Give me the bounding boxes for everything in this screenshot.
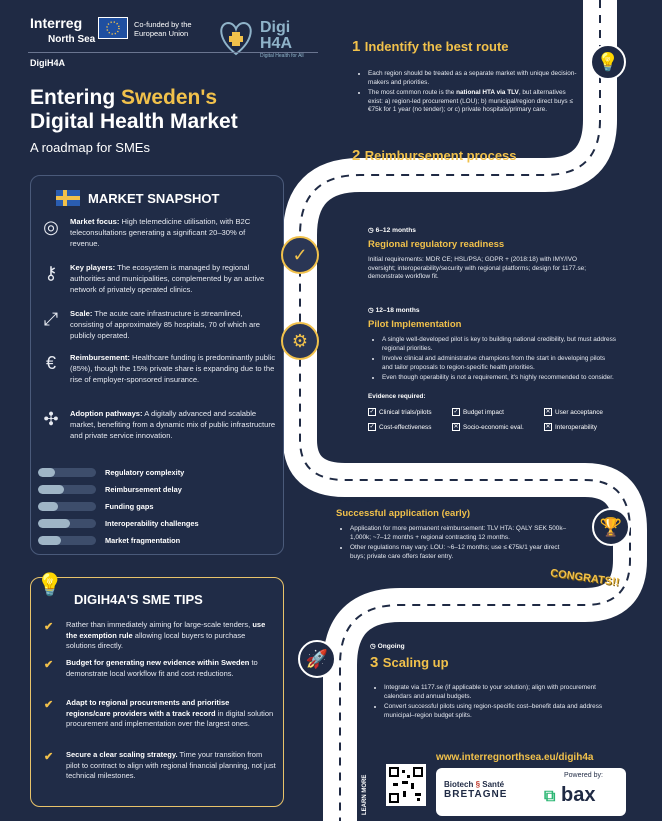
regional-readiness-heading: Regional regulatory readiness [368,239,505,250]
title-line2: Digital Health Market [30,110,238,133]
bar-label: Interoperability challenges [105,519,199,528]
evidence-item: ✕ User acceptance [545,408,603,416]
pilot-bullet: • Involve clinical and administrative champions from the start in developing pilots and tailor proposals to region-specific health priorities. [382,355,616,372]
duration-label: ◷ 12–18 months [368,307,420,314]
step1-title: Indentify the best route [364,39,509,54]
snapshot-reimbursement: Reimbursement: Healthcare funding is predominantly public (85%), though the 15% private share is expanding due to the rise of employer-sponsored insurance. [70,353,276,384]
check-icon: ✔ [44,621,54,633]
tip-item: Adapt to regional procurements and prioritise regions/care providers with a track record in digital solution procurement and implementation over the largest ones. [66,698,274,728]
check-icon: ✔ [44,751,54,763]
digi-word: Digi [260,19,291,36]
step3-number: 3 [370,654,379,671]
lightbulb-icon: 💡 [36,572,64,597]
bar-row [38,464,278,481]
rocket-icon: 🚀 [298,640,336,678]
snapshot-title: MARKET SNAPSHOT [88,190,220,206]
biotech-sante-logo: Biotech § Santé BRETAGNE [444,780,508,800]
step1-bullet: • Each region should be treated as a separate market with unique decision-makers and priorities. [368,70,578,87]
level-bar [38,519,96,528]
duration-label: ◷ Ongoing [370,643,405,650]
step2-heading [352,147,517,165]
application-bullet: • Application for more permanent reimbursement: TLV HTA: QALY SEK 500k–1,000k; ~7–12 months + regional contracting 12 months. [350,525,576,542]
interreg-logo [30,16,95,47]
key-icon: ⚷ [44,263,58,283]
check-icon: ✔ [44,699,54,711]
sweden-flag-icon [56,190,80,206]
snapshot-key-players: Key players: The ecosystem is managed by regional authorities and municipalities, complemented by an active network of privately operated clinics. [70,263,265,294]
snapshot-scale: Scale: The acute care infrastructure is streamlined, consisting of approximately 85 hospitals, 70 of which are publicly operated. [70,309,260,340]
bar-label: Funding gaps [105,502,154,511]
tip-item: Budget for generating new evidence within Sweden to demonstrate local workflow fit and cost reductions. [66,658,258,678]
title-entering: Entering [30,86,122,109]
checkmark-circle-icon: ✓ [281,236,319,274]
step1-heading [352,38,509,56]
powered-by-label: Powered by: [564,772,603,779]
bar-label: Regulatory complexity [105,468,185,477]
scaling-list [374,684,614,722]
lightbulb-route-icon: 💡 [590,44,626,80]
project-url-link[interactable]: www.interregnorthsea.eu/digih4a [436,752,594,763]
pilot-bullet: • A single well-developed pilot is key to building national credibility, but must address regional priorities. [382,336,616,353]
target-icon: ◎ [43,217,59,237]
page-title [30,86,330,134]
step1-bullet: • The most common route is the national HTA via TLV, but alternatives exist: a) region-led procurement (LOU); b) municipal/region direct buys ≤ €75k for 1 year (no tender); or c) private hospitals/primary care. [368,89,578,115]
pilot-bullet: • Even though operability is not a requirement, it's highly recommended to consider. [382,374,616,383]
check-icon: ✔ [44,659,54,671]
successful-application-heading: Successful application (early) [336,508,471,519]
learn-more-label: LEARN MORE [362,774,368,815]
bar-row [38,498,278,515]
interreg-word: Interreg [30,15,83,31]
bar-row [38,481,278,498]
adoption-arrows-icon: ✣ [43,409,59,429]
page-subtitle: A roadmap for SMEs [30,140,150,155]
digi-tagline: Digital Health for All [260,53,304,59]
regional-readiness-text: Initial requirements: MDR CE; HSL/PSA; GDPR + (2018:18) with IMY/IVO oversight; interoperability/security with regional platforms; design for 1177.se; demonstrate workflow fit. [368,256,586,280]
bar-label: Reimbursement delay [105,485,182,494]
h4a-word: H4A [260,35,293,52]
congrats-banner: CONGRATS!! [549,567,620,589]
bax-logo: ⧉ bax [544,784,596,806]
evidence-item: ✓ Budget impact [453,408,504,416]
pilot-list [372,336,616,385]
step3-title: Scaling up [382,655,449,670]
tip-item: Rather than immediately aiming for large-scale tenders, use the exemption rule allowing local buyers to purchase solutions directly. [66,620,266,650]
snapshot-heading [56,190,219,206]
step3-heading [370,654,449,672]
evidence-item: ✕ Socio-economic eval. [453,423,524,431]
step1-number: 1 [352,38,361,55]
bar-row [38,515,278,532]
snapshot-adoption: Adoption pathways: A digitally advanced and scalable market, benefiting from a dynamic mix of public infrastructure and private service innovation. [70,409,276,440]
evidence-item: ✓ Clinical trials/pilots [369,408,432,416]
header-divider [28,52,318,53]
duration-label: ◷ 6–12 months [368,227,416,234]
eu-flag-icon [98,17,128,39]
level-bar [38,536,96,545]
eu-cofunded-text: Co-funded by the European Union [134,20,192,38]
gear-icon: ⚙ [281,322,319,360]
application-list [340,525,576,563]
trophy-icon: 🏆 [592,508,630,546]
digih4a-logo [216,18,336,64]
snapshot-market-focus: Market focus: High telemedicine utilisation, with B2C teleconsultations generating a significant 20–30% of revenue. [70,217,251,248]
scaling-bullet: • Convert successful pilots using region-specific cost–benefit data and address municipal–region budget splits. [384,703,614,720]
challenge-bars [38,464,278,549]
euro-icon: € [45,353,56,373]
application-bullet: • Other regulations may vary: LOU: ~6–12 months; use ≤ €75k/1 year direct buys; private care offers faster entry. [350,544,576,561]
step1-list [358,70,578,117]
partner-logos [436,768,626,816]
scaling-bullet: • Integrate via 1177.se (if applicable to your solution); align with procurement calendars and annual budgets. [384,684,614,701]
level-bar [38,502,96,511]
level-bar [38,468,96,477]
evidence-heading: Evidence required: [368,393,426,400]
step2-title: Reimbursement process [364,148,517,163]
duration-label: ◷ 6–12 months [336,497,384,504]
level-bar [38,485,96,494]
evidence-item: ✓ Cost-effectiveness [369,423,432,431]
scale-icon: ⤢ [43,309,59,329]
title-sweden: Sweden's [121,86,218,109]
north-sea-word: North Sea [48,34,96,45]
step2-number: 2 [352,147,361,164]
qr-code[interactable] [386,764,426,806]
tip-item: Secure a clear scaling strategy. Time your transition from pilot to contract to align with regional financial planning, not just technical milestones. [66,750,276,780]
evidence-item: ✕ Interoperability [545,423,597,431]
project-name: DigiH4A [30,58,66,68]
tips-heading: DIGIH4A'S SME TIPS [74,592,203,607]
bar-row [38,532,278,549]
bar-label: Market fragmentation [105,536,181,545]
pilot-heading: Pilot Implementation [368,319,462,330]
